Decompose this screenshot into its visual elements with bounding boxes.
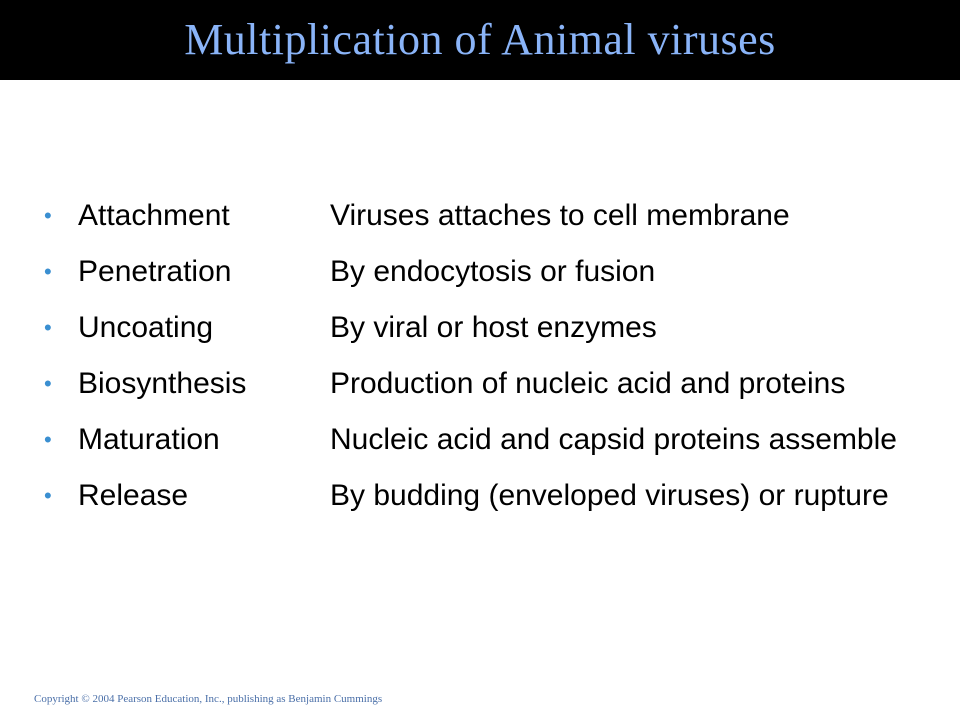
step-name: Penetration <box>78 255 232 288</box>
slide-title: Multiplication of Animal viruses <box>184 15 776 64</box>
bullet-icon: • <box>44 427 52 452</box>
step-name: Biosynthesis <box>78 367 247 400</box>
step-description: By endocytosis or fusion <box>330 255 656 288</box>
step-description: By budding (enveloped viruses) or rupture <box>330 479 889 512</box>
step-list <box>44 196 944 532</box>
step-description: Production of nucleic acid and proteins <box>330 367 846 400</box>
step-description: Nucleic acid and capsid proteins assemble <box>330 423 897 456</box>
bullet-icon: • <box>44 259 52 284</box>
step-name: Attachment <box>78 199 230 232</box>
bullet-icon: • <box>44 315 52 340</box>
step-name: Maturation <box>78 423 220 456</box>
bullet-icon: • <box>44 371 52 396</box>
list-item <box>44 364 944 404</box>
list-item <box>44 476 944 516</box>
step-name: Release <box>78 479 189 512</box>
list-item <box>44 420 944 460</box>
step-description: By viral or host enzymes <box>330 311 657 344</box>
list-item <box>44 196 944 236</box>
bullet-icon: • <box>44 203 52 228</box>
list-item <box>44 252 944 292</box>
step-description: Viruses attaches to cell membrane <box>330 199 790 232</box>
title-bar <box>0 0 960 80</box>
bullet-icon: • <box>44 483 52 508</box>
list-item <box>44 308 944 348</box>
copyright-notice: Copyright © 2004 Pearson Education, Inc., publishing as Benjamin Cummings <box>34 693 383 705</box>
step-name: Uncoating <box>78 311 214 344</box>
